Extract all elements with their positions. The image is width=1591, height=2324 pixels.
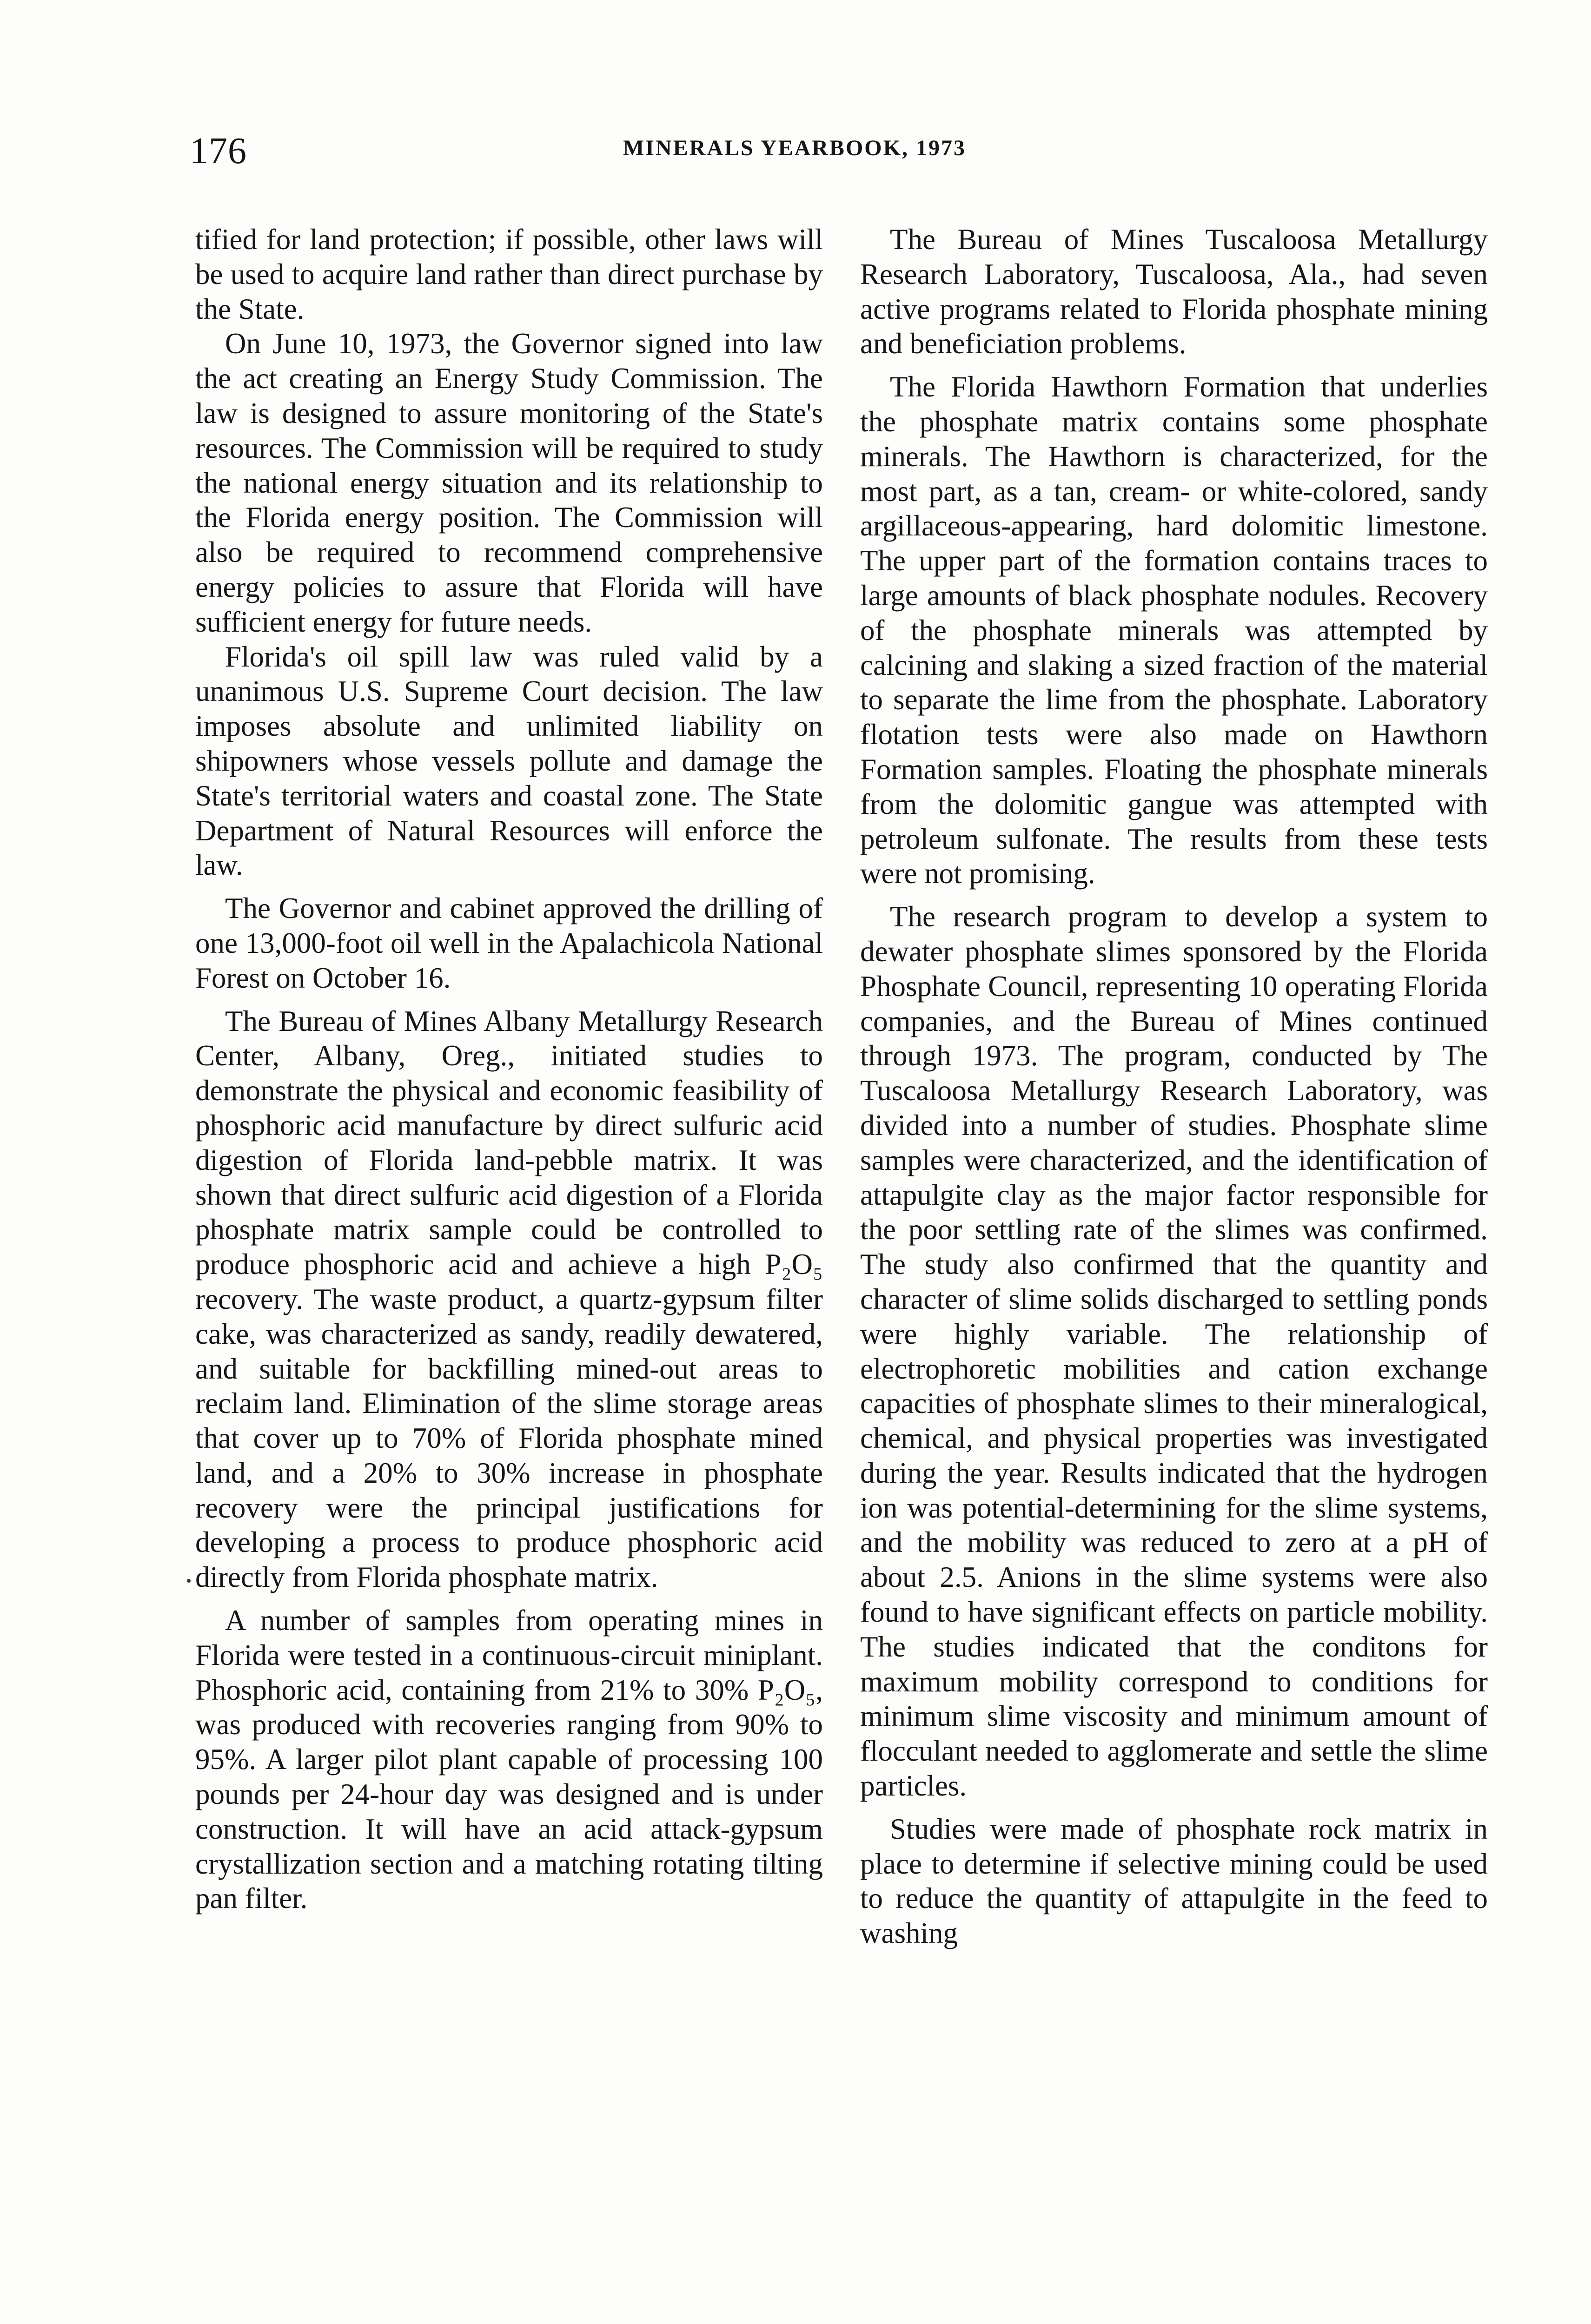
paragraph-oil-well-drilling: The Governor and cabinet approved the drilling of one 13,000-foot oil well in the Apalachicola National Forest on October 16. — [195, 892, 823, 994]
left-column — [195, 222, 823, 1916]
paragraph-hawthorn-formation: The Florida Hawthorn Formation that underlies the phosphate matrix contains some phosphate minerals. The Hawthorn is characterized, for the most part, as a tan, cream- or white-colored, sandy argillaceous-appearing, hard dolomitic limestone. The upper part of the formation contains traces to large amounts of black phosphate nodules. Recovery of the phosphate minerals was attempted by calcining and slaking a sized fraction of the material to separate the lime from the phosphate. Laboratory flotation tests were also made on Hawthorn Formation samples. Floating the phosphate minerals from the dolomitic gangue was attempted with petroleum sulfonate. The results from these tests were not promising. — [860, 370, 1488, 890]
paragraph-selective-mining: Studies were made of phosphate rock matrix in place to determine if selective mining could be used to reduce the quantity of attapulgite in the feed to washing — [860, 1812, 1488, 1950]
paragraph-miniplant-tests: A number of samples from operating mines in Florida were tested in a continuous-circuit miniplant. Phosphoric acid, containing from 21% to 30% P₂O₅, was produced with recoveries ranging from 90% to 95%. A larger pilot plant capable of processing 100 pounds per 24-hour day was designed and is under construction. It will have an acid attack-gypsum crystallization section and a matching rotating tilting pan filter. — [195, 1604, 823, 1915]
print-speck — [187, 1579, 191, 1583]
paragraph-energy-study-commission: On June 10, 1973, the Governor signed into law the act creating an Energy Study Commission. The law is designed to assure monitoring of the State's resources. The Commission will be required to study the national energy situation and its relationship to the Florida energy position. The Commission will also be required to recommend comprehensive energy policies to assure that Florida will have sufficient energy for future needs. — [195, 327, 823, 638]
right-column — [860, 222, 1488, 1951]
paragraph-slime-dewatering: The research program to develop a system to dewater phosphate slimes sponsored by the Florida Phosphate Council, representing 10 operating Florida companies, and the Bureau of Mines continued through 1973. The program, conducted by The Tuscaloosa Metallurgy Research Laboratory, was divided into a number of studies. Phosphate slime samples were characterized, and the identification of attapulgite clay as the major factor responsible for the poor settling rate of the slimes was confirmed. The study also confirmed that the quantity and character of slime solids discharged to settling ponds were highly variable. The relationship of electrophoretic mobilities and cation exchange capacities of phosphate slimes to their mineralogical, chemical, and physical properties was investigated during the year. Results indicated that the hydrogen ion was potential-determining for the slime systems, and the mobility was reduced to zero at a pH of about 2.5. Anions in the slime systems were also found to have significant effects on particle mobility. The studies indicated that the conditons for maximum mobility correspond to conditions for minimum slime viscosity and minimum amount of flocculant needed to agglomerate and settle the slime particles. — [860, 900, 1488, 1802]
running-head: MINERALS YEARBOOK, 1973 — [623, 136, 966, 160]
paragraph-albany-research: The Bureau of Mines Albany Metallurgy Research Center, Albany, Oreg., initiated studies to demonstrate the physical and economic feasibility of phosphoric acid manufacture by direct sulfuric acid digestion of Florida land-pebble matrix. It was shown that direct sulfuric acid digestion of a Florida phosphate matrix sample could be controlled to produce phosphoric acid and achieve a high P₂O₅ recovery. The waste product, a quartz-gypsum filter cake, was characterized as sandy, readily dewatered, and suitable for backfilling mined-out areas to reclaim land. Elimination of the slime storage areas that cover up to 70% of Florida phosphate mined land, and a 20% to 30% increase in phosphate recovery were the principal justifications for developing a process to produce phosphoric acid directly from Florida phosphate matrix. — [195, 1004, 823, 1594]
paragraph-oil-spill-law: Florida's oil spill law was ruled valid by a unanimous U.S. Supreme Court decision. The law imposes absolute and unlimited liability on shipowners whose vessels pollute and damage the State's territorial waters and coastal zone. The State Department of Natural Resources will enforce the law. — [195, 640, 823, 882]
page-number: 176 — [190, 131, 247, 172]
paragraph-land-protection: tified for land protection; if possible, other laws will be used to acquire land rather than direct purchase by the State. — [195, 223, 823, 325]
paragraph-tuscaloosa-programs: The Bureau of Mines Tuscaloosa Metallurgy Research Laboratory, Tuscaloosa, Ala., had seven active programs related to Florida phosphate mining and beneficiation problems. — [860, 223, 1488, 360]
